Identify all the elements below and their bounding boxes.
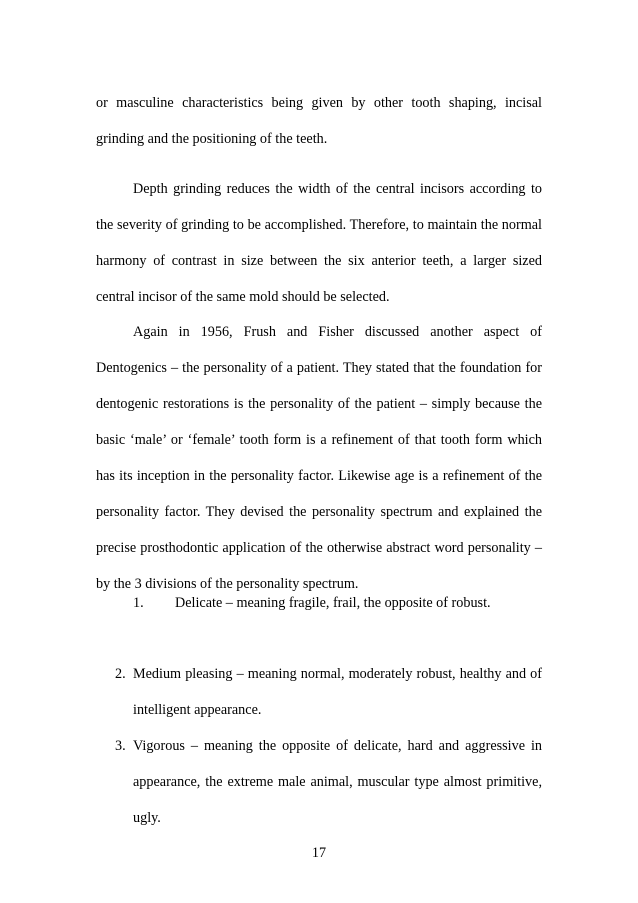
list-item-text: Vigorous – meaning the opposite of delicate, hard and aggressive in appearance, the extreme male animal, muscular type almost primitive, ugly.: [133, 738, 542, 826]
list-item-text: Medium pleasing – meaning normal, moderately robust, healthy and of intelligent appearance.: [133, 666, 542, 718]
list-item-text: Delicate – meaning fragile, frail, the opposite of robust.: [175, 595, 491, 611]
list-item-number: 2.: [115, 666, 126, 682]
list-item-number: 1.: [133, 595, 144, 611]
page-number: 17: [311, 845, 327, 861]
paragraph-depth-grinding: Depth grinding reduces the width of the central incisors according to the severity of grinding to be accomplished. Therefore, to maintain the normal harmony of contrast in size between the six anterior teeth, a larger sized central incisor of the same mold should be selected.: [96, 181, 542, 305]
list-item-vigorous: [115, 728, 542, 836]
paragraph-personality: Again in 1956, Frush and Fisher discussed another aspect of Dentogenics – the personality of a patient. They stated that the foundation for dentogenic restorations is the personality of the patient – simply because the basic ‘male’ or ‘female’ tooth form is a refinement of that tooth form which has its inception in the personality factor. Likewise age is a refinement of the personality factor. They devised the personality spectrum and explained the precise prosthodontic application of the otherwise abstract word personality – by the 3 divisions of the personality spectrum.: [96, 324, 542, 592]
list-item-number: 3.: [115, 738, 126, 754]
list-item-medium-pleasing: [115, 656, 542, 728]
list-item-delicate: [133, 585, 542, 621]
paragraph-continuation: or masculine characteristics being given by other tooth shaping, incisal grinding and the positioning of the teeth.: [96, 95, 542, 147]
